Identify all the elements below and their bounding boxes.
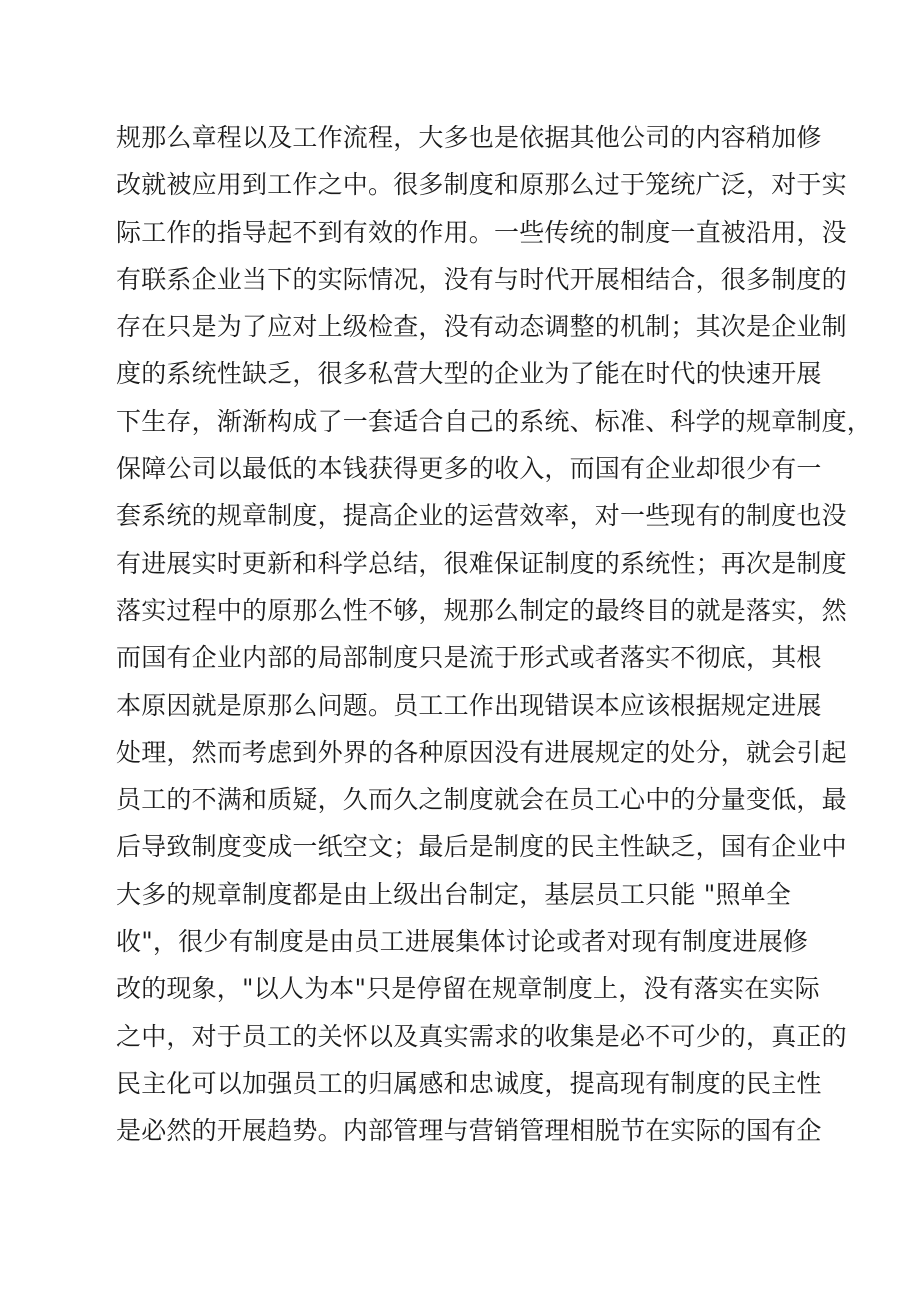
text-line: 收"，很少有制度是由员工进展集体讨论或者对现有制度进展修 xyxy=(116,927,809,957)
text-line: 大多的规章制度都是由上级出台制定，基层员工只能 "照单全 xyxy=(116,879,792,909)
text-line: 保障公司以最低的本钱获得更多的收入，而国有企业却很少有一 xyxy=(116,454,822,484)
text-line: 员工的不满和质疑，久而久之制度就会在员工心中的分量变低，最 xyxy=(116,785,847,815)
text-line: 存在只是为了应对上级检查，没有动态调整的机制；其次是企业制 xyxy=(116,312,847,342)
text-line: 改就被应用到工作之中。很多制度和原那么过于笼统广泛，对于实 xyxy=(116,170,847,200)
body-paragraph xyxy=(116,114,873,1155)
text-line: 之中，对于员工的关怀以及真实需求的收集是必不可少的，真正的 xyxy=(116,1021,847,1051)
text-line: 下生存，渐渐构成了一套适合自己的系统、标准、科学的规章制度， xyxy=(116,406,873,436)
text-line: 有进展实时更新和科学总结，很难保证制度的系统性；再次是制度 xyxy=(116,548,847,578)
text-line: 有联系企业当下的实际情况，没有与时代开展相结合，很多制度的 xyxy=(116,264,847,294)
text-line: 际工作的指导起不到有效的作用。一些传统的制度一直被沿用，没 xyxy=(116,217,847,247)
text-line: 规那么章程以及工作流程，大多也是依据其他公司的内容稍加修 xyxy=(116,123,822,152)
text-line: 改的现象，"以人为本"只是停留在规章制度上，没有落实在实际 xyxy=(116,974,820,1004)
text-line: 本原因就是原那么问题。员工工作出现错误本应该根据规定进展 xyxy=(116,690,822,720)
text-line: 落实过程中的原那么性不够，规那么制定的最终目的就是落实，然 xyxy=(116,595,847,625)
text-line: 处理，然而考虑到外界的各种原因没有进展规定的处分，就会引起 xyxy=(116,737,847,767)
text-line: 套系统的规章制度，提高企业的运营效率，对一些现有的制度也没 xyxy=(116,501,847,531)
text-line: 度的系统性缺乏，很多私营大型的企业为了能在时代的快速开展 xyxy=(116,359,822,389)
text-line: 后导致制度变成一纸空文；最后是制度的民主性缺乏，国有企业中 xyxy=(116,832,847,862)
text-line: 民主化可以加强员工的归属感和忠诚度，提高现有制度的民主性 xyxy=(116,1068,822,1098)
text-line: 而国有企业内部的局部制度只是流于形式或者落实不彻底，其根 xyxy=(116,643,822,673)
text-line: 是必然的开展趋势。内部管理与营销管理相脱节在实际的国有企 xyxy=(116,1116,822,1146)
